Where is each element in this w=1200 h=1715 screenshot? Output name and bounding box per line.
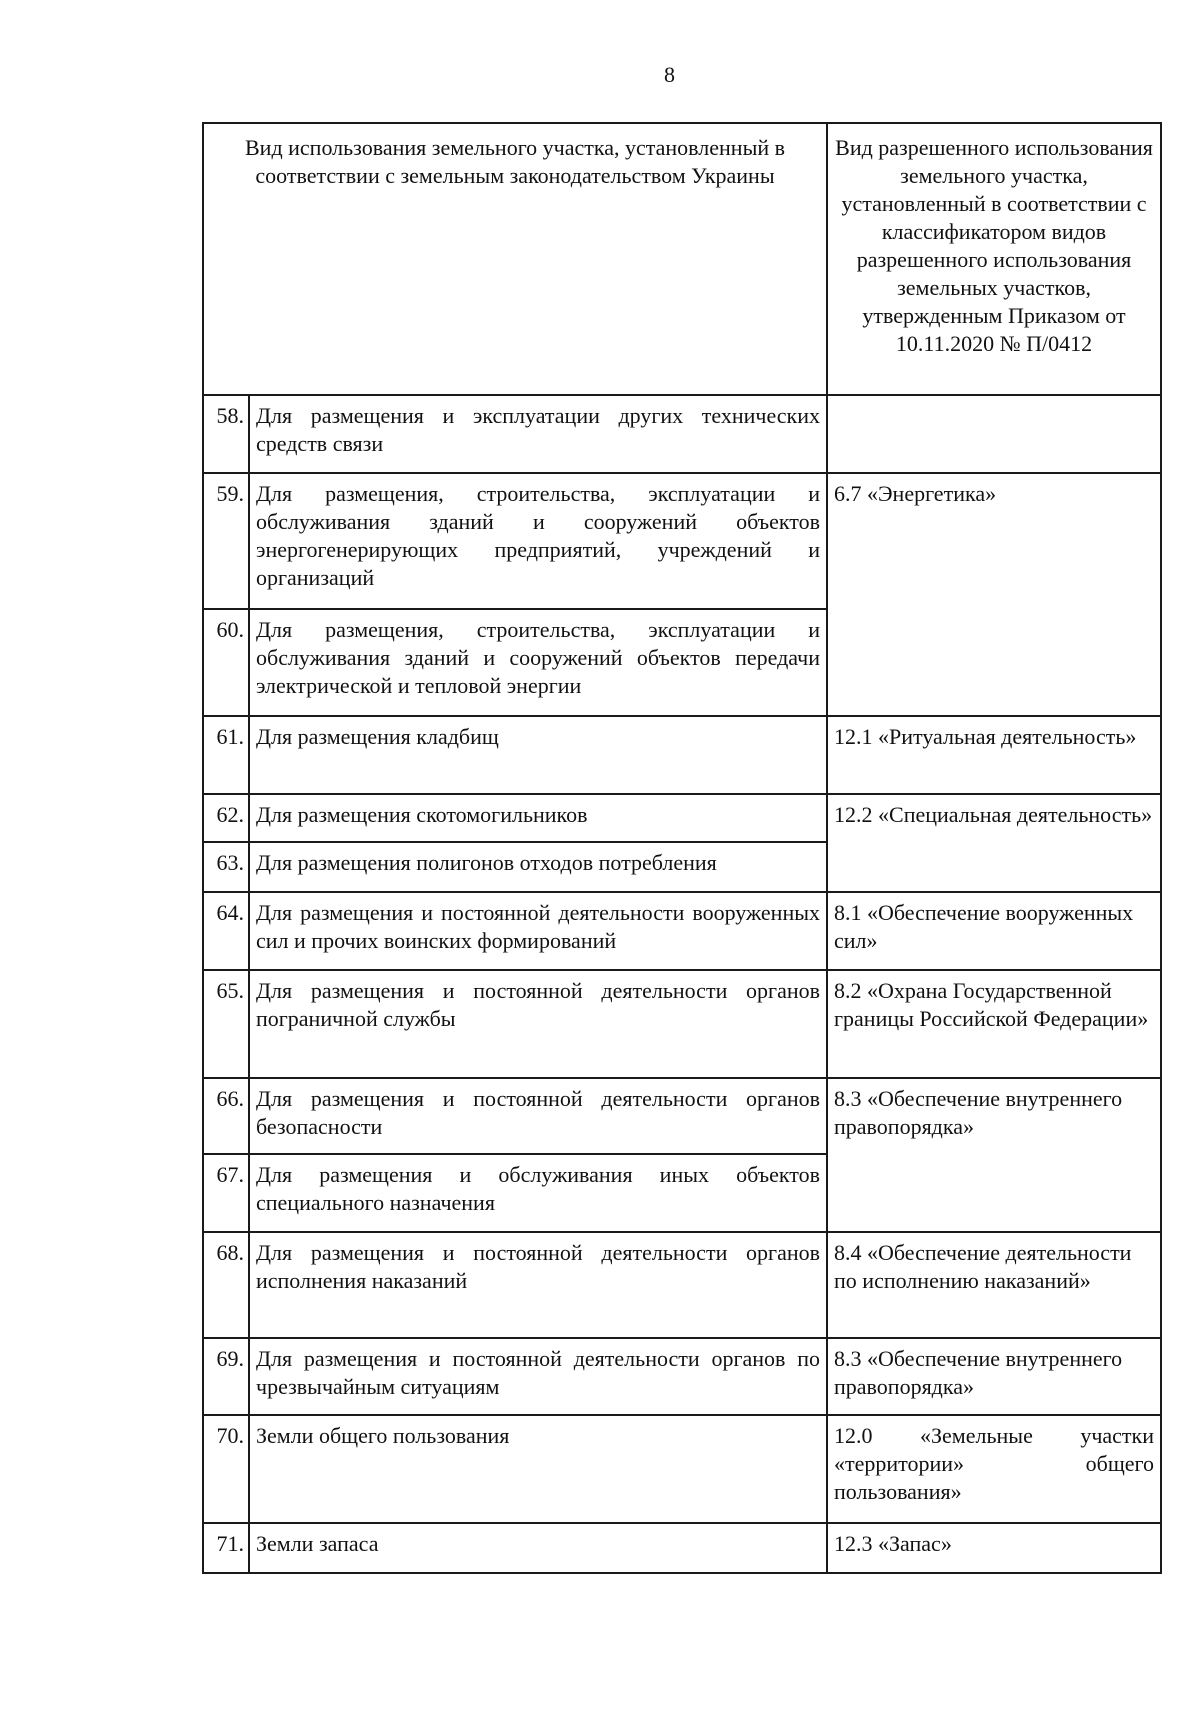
row-land-use: Для размещения и постоянной деятельности органов исполнения наказаний	[249, 1232, 827, 1338]
table-header-row	[203, 123, 1161, 395]
row-land-use: Для размещения полигонов отходов потребления	[249, 842, 827, 892]
row-number: 58.	[203, 395, 249, 473]
row-permitted-use: 12.0 «Земельные участки «территории» общего пользования»	[827, 1415, 1161, 1523]
row-number: 61.	[203, 716, 249, 794]
row-land-use: Для размещения, строительства, эксплуатации и обслуживания зданий и сооружений объектов энергогенерирующих предприятий, учреждений и организаций	[249, 473, 827, 609]
table-row	[203, 794, 1161, 842]
row-land-use: Для размещения и эксплуатации других технических средств связи	[249, 395, 827, 473]
row-number: 63.	[203, 842, 249, 892]
row-land-use: Земли запаса	[249, 1523, 827, 1573]
row-land-use: Для размещения и постоянной деятельности органов пограничной службы	[249, 970, 827, 1078]
row-number: 70.	[203, 1415, 249, 1523]
row-land-use: Земли общего пользования	[249, 1415, 827, 1523]
row-land-use: Для размещения кладбищ	[249, 716, 827, 794]
row-permitted-use: 8.2 «Охрана Государственной границы Российской Федерации»	[827, 970, 1161, 1078]
row-land-use: Для размещения и постоянной деятельности органов безопасности	[249, 1078, 827, 1154]
row-land-use: Для размещения скотомогильников	[249, 794, 827, 842]
row-number: 68.	[203, 1232, 249, 1338]
row-number: 67.	[203, 1154, 249, 1232]
row-number: 60.	[203, 609, 249, 716]
row-number: 71.	[203, 1523, 249, 1573]
row-number: 69.	[203, 1338, 249, 1415]
table-row	[203, 970, 1161, 1078]
row-land-use: Для размещения и обслуживания иных объектов специального назначения	[249, 1154, 827, 1232]
header-permitted-use-classifier: Вид разрешенного использования земельного участка, установленный в соответствии с классификатором видов разрешенного использования земельных участков, утвержденным Приказом от 10.11.2020 № П/0412	[827, 123, 1161, 395]
row-permitted-use	[827, 395, 1161, 473]
table-row	[203, 1078, 1161, 1154]
header-land-use-ukraine: Вид использования земельного участка, установленный в соответствии с земельным законодательством Украины	[203, 123, 827, 395]
table-row	[203, 892, 1161, 970]
table-row	[203, 1415, 1161, 1523]
table-row	[203, 1232, 1161, 1338]
row-permitted-use: 8.1 «Обеспечение вооруженных сил»	[827, 892, 1161, 970]
row-permitted-use: 12.3 «Запас»	[827, 1523, 1161, 1573]
table-row	[203, 1523, 1161, 1573]
land-use-table	[202, 122, 1162, 1574]
row-number: 59.	[203, 473, 249, 609]
row-permitted-use: 8.3 «Обеспечение внутреннего правопорядка»	[827, 1338, 1161, 1415]
table-row	[203, 716, 1161, 794]
row-permitted-use: 12.2 «Специальная деятельность»	[827, 794, 1161, 892]
row-permitted-use: 8.3 «Обеспечение внутреннего правопорядка»	[827, 1078, 1161, 1232]
table-row	[203, 1338, 1161, 1415]
row-number: 64.	[203, 892, 249, 970]
table-row	[203, 473, 1161, 609]
page-number: 8	[664, 62, 675, 87]
table-row	[203, 395, 1161, 473]
row-number: 62.	[203, 794, 249, 842]
row-permitted-use: 6.7 «Энергетика»	[827, 473, 1161, 716]
row-permitted-use: 12.1 «Ритуальная деятельность»	[827, 716, 1161, 794]
row-land-use: Для размещения и постоянной деятельности вооруженных сил и прочих воинских формирований	[249, 892, 827, 970]
row-number: 65.	[203, 970, 249, 1078]
row-land-use: Для размещения, строительства, эксплуатации и обслуживания зданий и сооружений объектов передачи электрической и тепловой энергии	[249, 609, 827, 716]
row-number: 66.	[203, 1078, 249, 1154]
row-permitted-use: 8.4 «Обеспечение деятельности по исполнению наказаний»	[827, 1232, 1161, 1338]
row-land-use: Для размещения и постоянной деятельности органов по чрезвычайным ситуациям	[249, 1338, 827, 1415]
